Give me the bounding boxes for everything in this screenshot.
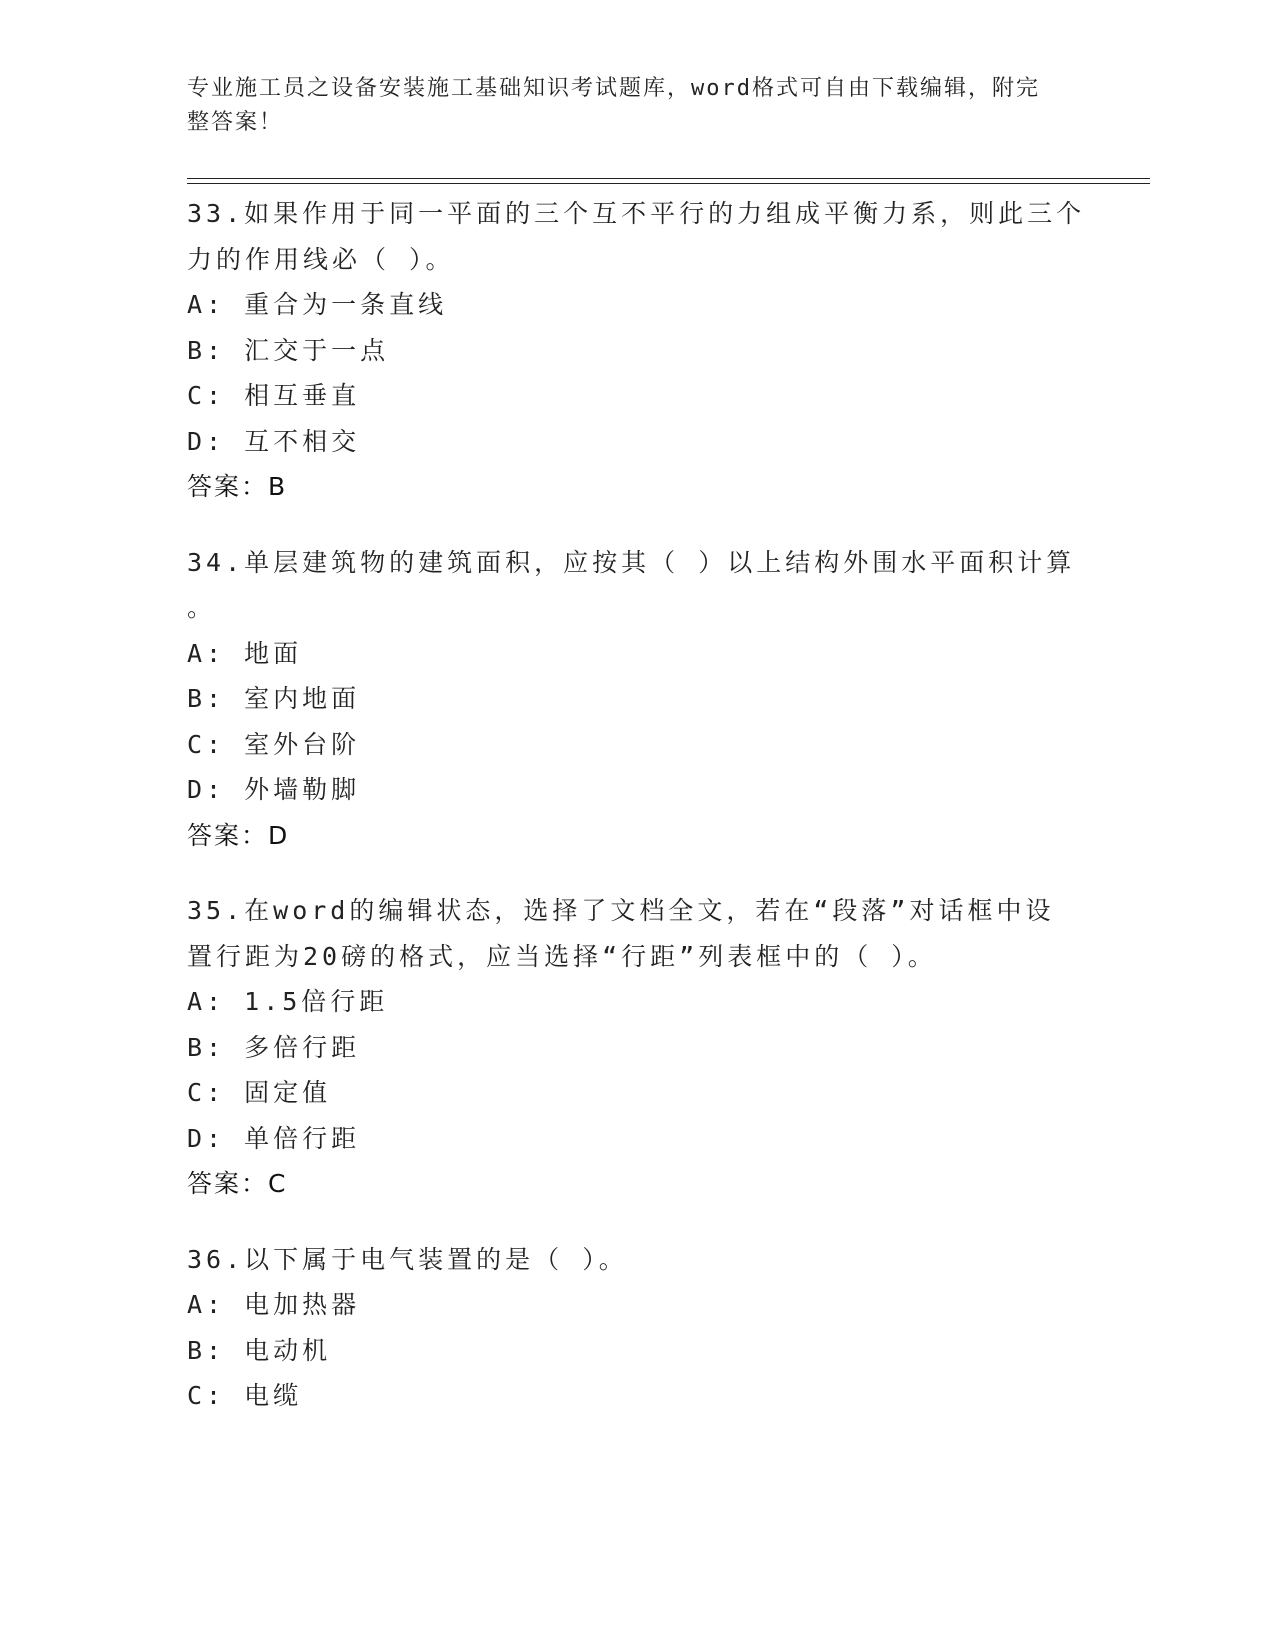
question-text-line: 34.单层建筑物的建筑面积，应按其（ ）以上结构外围水平面积计算 <box>187 547 1076 577</box>
option-c: C: 相互垂直 <box>187 381 361 410</box>
header-line-1: 专业施工员之设备安装施工基础知识考试题库，word格式可自由下载编辑，附完 <box>187 76 1040 101</box>
option-c: C: 室外台阶 <box>187 729 361 759</box>
question-text-line: 力的作用线必（ ）。 <box>187 244 455 274</box>
answer-text: 答案：C <box>187 1169 288 1198</box>
option-b: B: 室内地面 <box>187 684 361 713</box>
option-a: A: 地面 <box>187 638 303 668</box>
option-c: C: 固定值 <box>187 1078 332 1107</box>
option-b: B: 多倍行距 <box>187 1032 361 1062</box>
question-text-line: 置行距为20磅的格式，应当选择“行距”列表框中的（ ）。 <box>187 941 937 971</box>
question-34 <box>187 540 1087 859</box>
question-33 <box>187 191 1087 510</box>
question-text-line: 33.如果作用于同一平面的三个互不平行的力组成平衡力系，则此三个 <box>187 199 1086 228</box>
question-text-line: 35.在word的编辑状态，选择了文档全文，若在“段落”对话框中设 <box>187 896 1055 925</box>
document-header <box>187 72 1067 140</box>
question-text-line: 。 <box>187 593 217 622</box>
header-rule-bottom <box>187 183 1150 184</box>
header-line-2: 整答案！ <box>187 110 284 135</box>
option-b: B: 电动机 <box>187 1335 332 1365</box>
option-b: B: 汇交于一点 <box>187 335 390 365</box>
option-a: A: 1.5倍行距 <box>187 987 389 1016</box>
header-rule-top <box>187 178 1150 179</box>
option-c: C: 电缆 <box>187 1381 303 1410</box>
option-d: D: 互不相交 <box>187 426 361 456</box>
option-d: D: 外墙勒脚 <box>187 775 361 804</box>
question-35 <box>187 888 1087 1207</box>
question-text-line: 36.以下属于电气装置的是（ ）。 <box>187 1244 628 1274</box>
answer-text: 答案：B <box>187 472 288 501</box>
answer-text: 答案：D <box>187 820 290 850</box>
option-d: D: 单倍行距 <box>187 1123 361 1153</box>
option-a: A: 重合为一条直线 <box>187 290 448 319</box>
question-36 <box>187 1237 1087 1419</box>
question-list <box>187 191 1087 1449</box>
option-a: A: 电加热器 <box>187 1290 361 1319</box>
